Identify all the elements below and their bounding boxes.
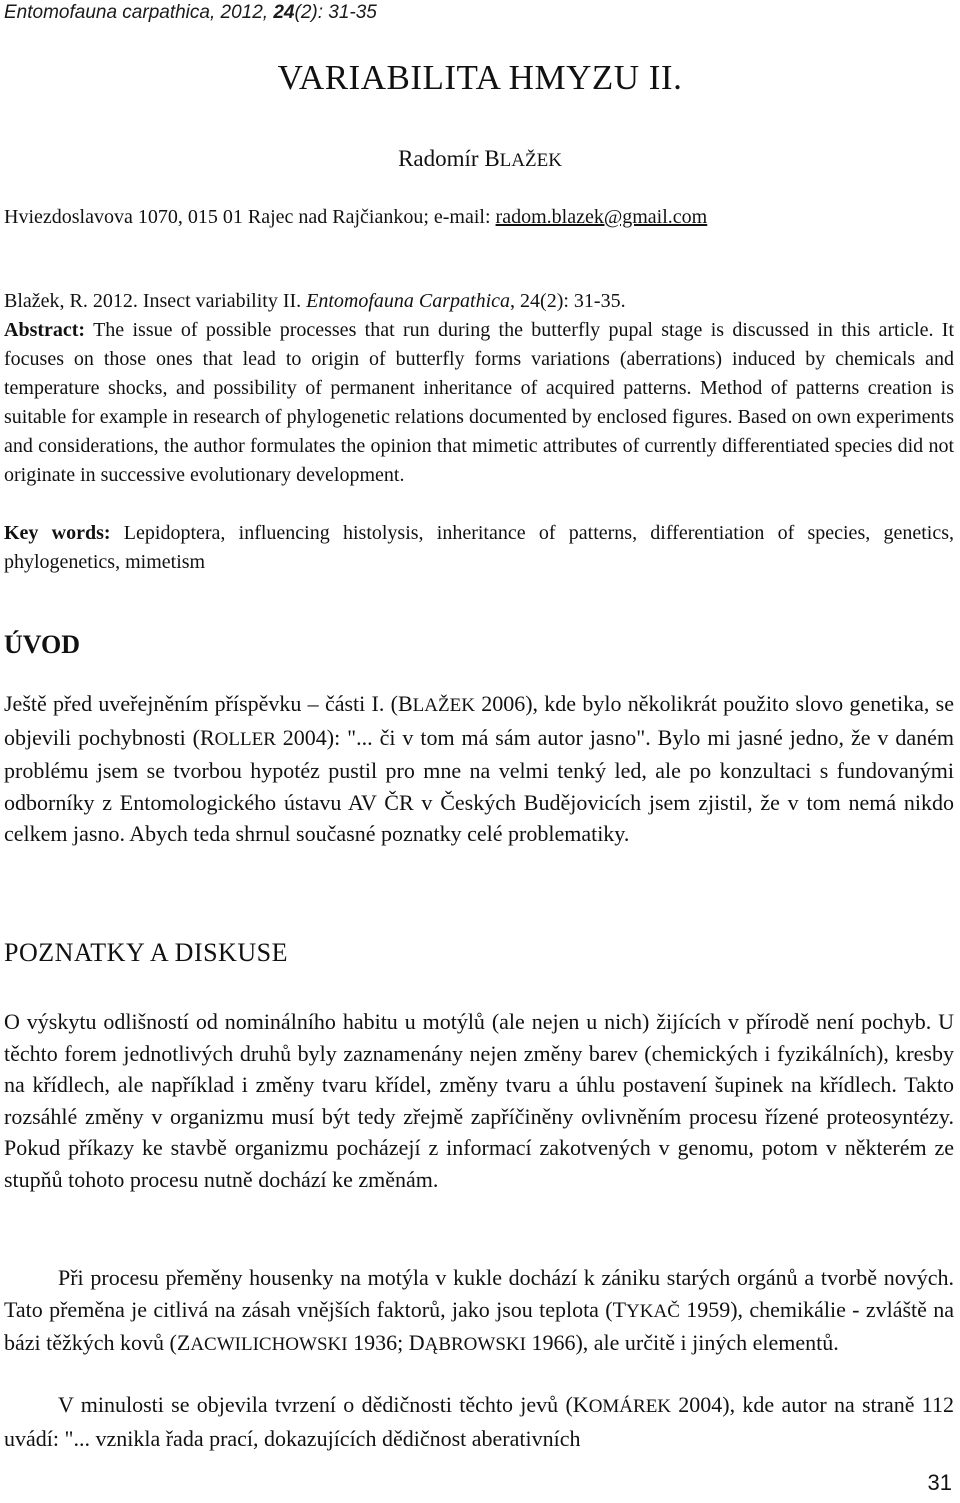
p2-text-3: 1936;	[347, 1330, 409, 1355]
author-address	[4, 206, 707, 229]
poznatky-paragraph-3	[4, 1389, 954, 1454]
ref-initial: R	[199, 724, 215, 750]
author-last-initial: B	[484, 146, 500, 171]
ref-name: YKAČ	[626, 1300, 680, 1322]
header-year: , 2012,	[209, 2, 274, 23]
ref-initial: D	[408, 1330, 425, 1355]
author-last-name: LAŽEK	[499, 150, 562, 171]
citation-separator: ,	[510, 290, 521, 312]
poznatky-paragraph-2	[4, 1262, 954, 1361]
p3-text-2: 2004), kde autor na straně 112 uvádí: "... vznikla řada prací, dokazujících dědičnost aberativních	[4, 1392, 954, 1451]
header-issue-pages: (2): 31-35	[294, 2, 377, 23]
ref-name: ACWILICHOWSKI	[190, 1334, 348, 1355]
ref-name: ĄBROWSKI	[424, 1334, 526, 1355]
article-title: VARIABILITA HMYZU II.	[277, 58, 683, 97]
uvod-text-2: 2006), kde bylo několikrát použito slovo genetika, se objevili pochybnosti (	[4, 691, 955, 750]
uvod-text-1: Ještě před uveřejněním příspěvku – části I. (	[4, 691, 398, 716]
running-header	[4, 2, 377, 24]
section-heading-uvod: ÚVOD	[4, 630, 81, 659]
citation	[4, 287, 954, 316]
p2-text-4: 1966), ale určitě i jiných elementů.	[525, 1330, 839, 1355]
ref-name: OMÁREK	[588, 1396, 672, 1417]
citation-journal: Entomofauna Carpathica	[306, 290, 511, 312]
ref-initial: Z	[176, 1330, 191, 1355]
uvod-paragraph	[4, 688, 954, 850]
keywords-text: Lepidoptera, influencing histolysis, inheritance of patterns, differentiation of species, genetics, phylogenetics, mimetism	[4, 522, 954, 573]
ref-initial: T	[612, 1296, 627, 1322]
abstract-text: The issue of possible processes that run during the butterfly pupal stage is discussed in this article. It focuses on those ones that lead to origin of butterfly forms variations (aberrations) induced by chemicals and temperature shocks, and possibility of permanent inheritance of acquired patterns. Method of patterns creation is suitable for example in research of phylogenetic relations documented by enclosed figures. Based on own experiments and considerations, the author formulates the opinion that mimetic attributes of currently differentiated species did not originate in successive evolutionary development.	[4, 319, 954, 486]
p2-text-1: Při procesu přeměny housenky na motýla v kukle dochází k zániku starých orgánů a tvorbě nových. Tato přeměna je citlivá na zásah vnějších faktorů, jako jsou teplota (	[4, 1265, 954, 1322]
ref-initial: K	[572, 1392, 589, 1417]
header-volume: 24	[273, 2, 295, 23]
abstract	[4, 316, 954, 490]
citation-authors: Blažek, R. 2012. Insect variability II.	[4, 290, 307, 312]
abstract-label: Abstract:	[4, 319, 86, 341]
header-journal: Entomofauna carpathica	[4, 2, 210, 23]
address-text: Hviezdoslavova 1070, 015 01 Rajec nad Rajčiankou; e-mail:	[4, 206, 496, 228]
keywords-label: Key words:	[4, 522, 111, 544]
email-link[interactable]: radom.blazek@gmail.com	[495, 206, 708, 228]
section-heading-poznatky: POZNATKY A DISKUSE	[4, 938, 288, 967]
author-name	[0, 146, 960, 172]
p2-text-2: 1959), chemikálie - zvláště na bázi těžkých kovů (	[4, 1296, 954, 1355]
ref-name: OLLER	[214, 728, 276, 750]
citation-issue-pages: (2): 31-35.	[540, 290, 626, 312]
ref-name: LAŽEK	[412, 695, 475, 716]
poznatky-paragraph-1: O výskytu odlišností od nominálního habitu u motýlů (ale nejen u nich) žijících v přírodě není pochyb. U těchto forem jednotlivých druhů byly zaznamenány nejen změny barev (chemických i fyzikálních), kresby na křídlech, ale například i změny tvaru křídel, změny tvaru a úhlu postavení šupinek na křídlech. Takto rozsáhlé změny v organizmu musí být tedy zřejmě zapříčiněny ovlivněním procesu řízené proteosyntézy. Pokud příkazy ke stavbě organizmu pocházejí z informací zakotvených v genomu, potom v některém ze stupňů tohoto procesu nutně dochází ke změnám.	[4, 1009, 954, 1192]
keywords	[4, 519, 954, 577]
p3-text-1: V minulosti se objevila tvrzení o dědičnosti těchto jevů (	[58, 1392, 573, 1417]
ref-initial: B	[397, 691, 413, 716]
uvod-text-3: 2004): "... či v tom má sám autor jasno". Bylo mi jasné jedno, že v daném problému jsem se tvorbou hypotéz pustil pro mne na velmi tenký led, ale po konzultaci s fundovanými odborníky z Entomologického ústavu AV ČR v Českých Budějovicích jsem zjistil, že v tom nemá nikdo celkem jasno. Abych teda shrnul současné poznatky celé problematiky.	[4, 724, 954, 846]
page-number: 31	[927, 1470, 952, 1495]
citation-volume: 24	[520, 290, 541, 312]
author-first-name: Radomír	[398, 146, 485, 171]
